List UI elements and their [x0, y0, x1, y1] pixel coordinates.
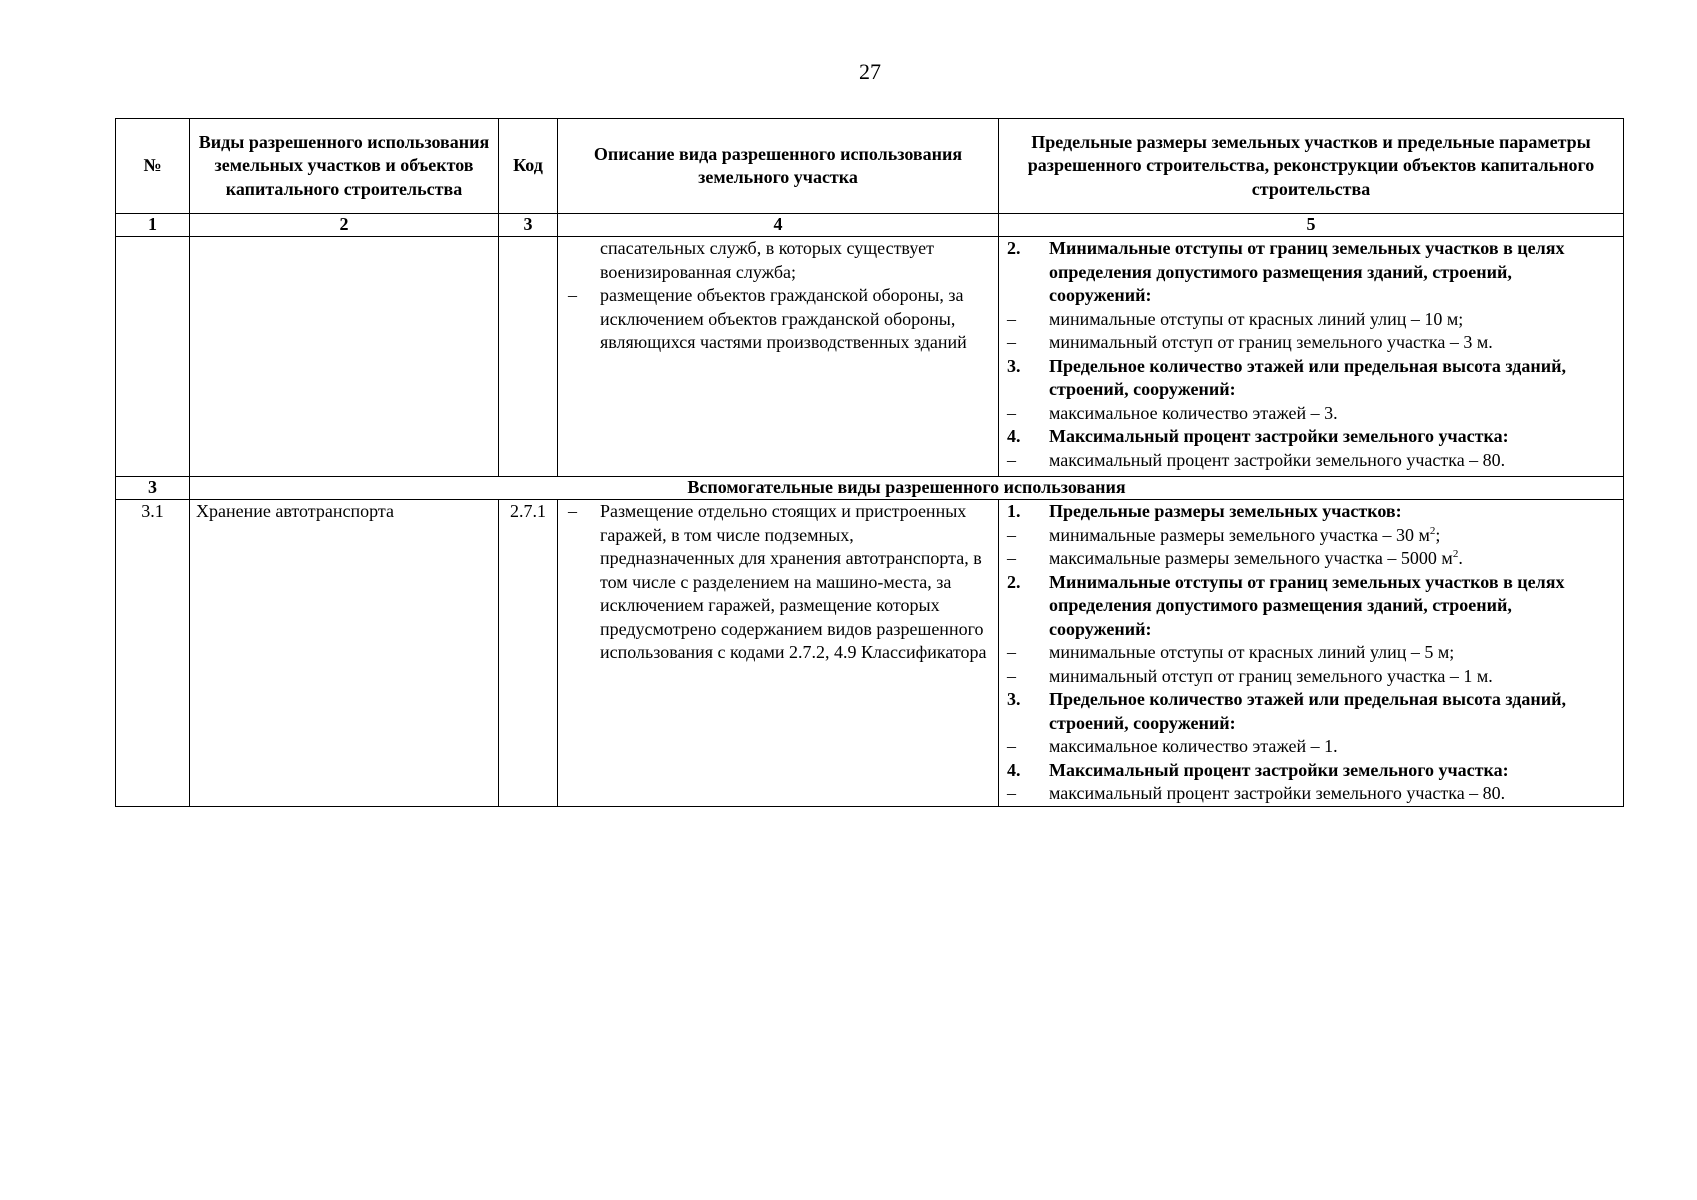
column-number: 3: [499, 214, 558, 237]
parameter-item: – максимальное количество этажей – 3.: [1007, 402, 1338, 423]
parameter-item: – максимальные размеры земельного участка – 5000 $м^2$.: [1007, 548, 1463, 568]
parameter-heading: 2. Минимальные отступы от границ земельных участков в целях определения допустимого размещения зданий, строений, сооружений:: [1007, 238, 1565, 305]
table-header-row: [116, 119, 1624, 214]
parameter-item: – максимальный процент застройки земельного участка – 80.: [1007, 783, 1506, 803]
column-number-row: [116, 214, 1624, 237]
superscript-2: 2: [1452, 548, 1459, 560]
header-use-types: Виды разрешенного использования земельных участков и объектов капитального строительства: [190, 119, 499, 214]
parameter-item: – минимальные отступы от красных линий улиц – 5 м;: [1007, 642, 1455, 662]
cell-number: 3.1: [116, 500, 190, 807]
parameter-item: – минимальные отступы от красных линий улиц – 10 м;: [1007, 308, 1464, 329]
cell-code: [499, 237, 558, 477]
header-code: Код: [499, 119, 558, 214]
cell-description: [558, 237, 999, 477]
parameter-heading: 3. Предельное количество этажей или предельная высота зданий, строений, сооружений:: [1007, 689, 1567, 733]
cell-number: [116, 237, 190, 477]
parameter-heading: 4. Максимальный процент застройки земельного участка:: [1007, 759, 1509, 780]
page-number: 27: [859, 59, 881, 84]
description-item: – Размещение отдельно стоящих и пристроенных гаражей, в том числе подземных, предназначенных для хранения автотранспорта, в том числе с разделением на машино-места, за исключением гаражей, размещение которых предусмотрено содержанием видов разрешенного использования с кодами 2.7.2, 4.9 Классификатора: [568, 501, 987, 662]
table-row-continued: [116, 237, 1624, 477]
parameter-item: – минимальные размеры земельного участка – 30 $м^2$;: [1007, 524, 1441, 545]
column-number: 2: [190, 214, 499, 237]
parameter-heading: 4. Максимальный процент застройки земельного участка:: [1007, 426, 1509, 446]
column-number: 1: [116, 214, 190, 237]
header-description: Описание вида разрешенного использования земельного участка: [558, 119, 999, 214]
cell-name: Хранение автотранспорта: [190, 500, 499, 807]
superscript-2: 2: [1429, 524, 1436, 537]
parameter-heading: 2. Минимальные отступы от границ земельных участков в целях определения допустимого размещения зданий, строений, сооружений:: [1007, 571, 1565, 639]
description-item: – размещение объектов гражданской обороны, за исключением объектов гражданской обороны, являющихся частями производственных зданий: [568, 285, 967, 352]
section-number: 3: [116, 477, 190, 500]
column-number: 4: [558, 214, 999, 237]
regulations-table: [115, 118, 1624, 807]
header-parameters: Предельные размеры земельных участков и предельные параметры разрешенного строительства, реконструкции объектов капитального строительства: [999, 119, 1624, 214]
parameter-item: – максимальное количество этажей – 1.: [1007, 736, 1338, 756]
cell-parameters: [999, 237, 1624, 477]
parameter-heading: 1. Предельные размеры земельных участков:: [1007, 501, 1402, 521]
column-number: 5: [999, 214, 1624, 237]
parameter-item: – минимальный отступ от границ земельного участка – 1 м.: [1007, 665, 1493, 686]
description-item: спасательных служб, в которых существует военизированная служба;: [600, 238, 934, 282]
parameter-item: – максимальный процент застройки земельного участка – 80.: [1007, 449, 1506, 470]
header-number: №: [116, 119, 190, 214]
table-row: [116, 500, 1624, 807]
parameter-item: – минимальный отступ от границ земельного участка – 3 м.: [1007, 332, 1493, 352]
section-row: [116, 477, 1624, 500]
cell-description: [558, 500, 999, 807]
cell-code: 2.7.1: [499, 500, 558, 807]
cell-name: [190, 237, 499, 477]
cell-parameters: [999, 500, 1624, 807]
parameter-heading: 3. Предельное количество этажей или предельная высота зданий, строений, сооружений:: [1007, 355, 1567, 399]
section-title: Вспомогательные виды разрешенного использования: [190, 477, 1624, 500]
